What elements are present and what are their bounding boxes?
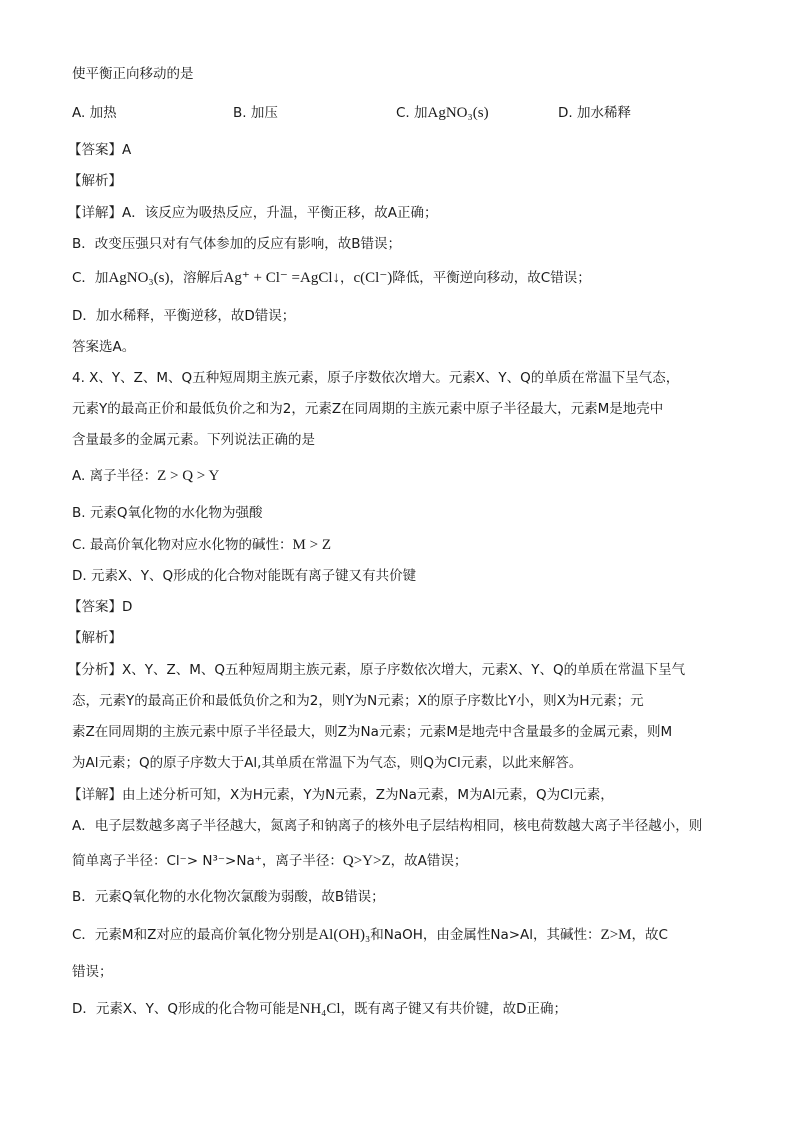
- detail-d: D．加水稀释，平衡逆移，故D错误；: [72, 308, 296, 324]
- q4-detail-c-suffix: 和NaOH，由金属性Na>Al，其碱性：: [370, 927, 601, 943]
- q4-detail-b: B．元素Q氧化物的水化物次氯酸为弱酸，故B错误；: [72, 889, 385, 905]
- q4-analysis-line-3: 素Z在同周期的主族元素中原子半径最大，则Z为Na元素；元素M是地壳中含量最多的金属元素，则M: [72, 724, 673, 740]
- q4-option-a-formula: Z > Q > Y: [157, 468, 220, 484]
- q4-detail-c-formula-2: Z>M: [600, 927, 632, 943]
- q4-analysis-line-1: 【分析】X、Y、Z、M、Q五种短周期主族元素，原子序数依次增大，元素X、Y、Q的单质在常温下呈气: [68, 662, 686, 678]
- option-c-label: C. 加: [396, 105, 428, 121]
- answer-line: [68, 140, 131, 160]
- option-c: [396, 103, 489, 123]
- q4-stem-line-3: 含量最多的金属元素。下列说法正确的是: [72, 432, 315, 448]
- q4-detail-d-suffix: ，既有离子键又有共价键，故D正确；: [340, 1001, 567, 1017]
- detail-c: [72, 268, 591, 288]
- q4-detail-intro: 【详解】由上述分析可知，X为H元素，Y为N元素，Z为Na元素，M为Al元素，Q为Cl元素，: [68, 787, 614, 803]
- question-stem-tail: 使平衡正向移动的是: [72, 66, 194, 82]
- q4-stem-line-1: 4. X、Y、Z、M、Q五种短周期主族元素，原子序数依次增大。元素X、Y、Q的单质在常温下呈气态，: [72, 370, 680, 386]
- q4-option-c: [72, 535, 331, 555]
- q4-detail-a-formula: Q>Y>Z: [342, 853, 391, 869]
- detail-c-mid: ，溶解后: [169, 270, 224, 286]
- answer-tag: 【答案】: [68, 142, 122, 158]
- detail-a: 【详解】A．该反应为吸热反应，升温，平衡正移，故A正确；: [68, 205, 438, 221]
- q4-detail-c-suffix-2: ，故C: [631, 927, 668, 943]
- q4-answer-line: [68, 597, 132, 617]
- detail-c-suffix: 降低，平衡逆向移动，故C错误；: [392, 270, 591, 286]
- q4-option-c-formula: M > Z: [292, 537, 331, 553]
- q4-option-a: [72, 466, 219, 486]
- q4-detail-d: [72, 999, 567, 1019]
- q4-option-d: D. 元素X、Y、Q形成的化合物对能既有离子键又有共价键: [72, 568, 417, 584]
- detail-c-formula-2: Ag⁺ + Cl⁻ =AgCl↓: [223, 270, 341, 286]
- q4-detail-c-formula: Al(OH)₃: [318, 927, 371, 943]
- q4-stem-line-2: 元素Y的最高正价和最低负价之和为2，元素Z在同周期的主族元素中原子半径最大，元素M是地壳中: [72, 401, 664, 417]
- analysis-tag: 【解析】: [68, 173, 122, 189]
- detail-c-formula-3: c(Cl⁻): [353, 270, 393, 286]
- detail-b: B．改变压强只对有气体参加的反应有影响，故B错误；: [72, 236, 402, 252]
- detail-c-formula-1: AgNO₃(s): [108, 270, 170, 286]
- q4-detail-d-prefix: D．元素X、Y、Q形成的化合物可能是: [72, 1001, 300, 1017]
- answer-value: A: [122, 142, 132, 158]
- q4-detail-a-prefix: 简单离子半径：Cl⁻> N³⁻>Na⁺，离子半径：: [72, 853, 343, 869]
- q4-analysis-line-2: 态，元素Y的最高正价和最低负价之和为2，则Y为N元素；X的原子序数比Y小，则X为H元素；元: [72, 693, 644, 709]
- q4-detail-c-line-2: 错误；: [72, 964, 113, 980]
- q4-option-b: B. 元素Q氧化物的水化物为强酸: [72, 505, 263, 521]
- q4-answer-tag: 【答案】: [68, 599, 122, 615]
- q4-detail-c-line-1: [72, 925, 668, 945]
- q4-detail-c-prefix: C．元素M和Z对应的最高价氧化物分别是: [72, 927, 319, 943]
- option-d: D. 加水稀释: [558, 105, 631, 121]
- q4-detail-a-line-2: [72, 851, 467, 871]
- q4-answer-value: D: [122, 599, 133, 615]
- q4-detail-d-formula: NH₄Cl: [299, 1001, 341, 1017]
- option-a: A. 加热: [72, 105, 117, 121]
- detail-c-sep: ，: [340, 270, 354, 286]
- answer-choice: 答案选A。: [72, 339, 136, 355]
- q4-detail-a-suffix: ，故A错误；: [390, 853, 468, 869]
- option-b: B. 加压: [233, 105, 278, 121]
- detail-c-prefix: C．加: [72, 270, 109, 286]
- q4-analysis-tag: 【解析】: [68, 630, 122, 646]
- q4-option-a-label: A. 离子半径：: [72, 468, 158, 484]
- q4-analysis-line-4: 为Al元素；Q的原子序数大于Al,其单质在常温下为气态，则Q为Cl元素，以此来解答。: [72, 755, 583, 771]
- option-c-formula: AgNO₃(s): [427, 105, 489, 121]
- q4-option-c-label: C. 最高价氧化物对应水化物的碱性：: [72, 537, 293, 553]
- q4-detail-a-line-1: A．电子层数越多离子半径越大，氮离子和钠离子的核外电子层结构相同，核电荷数越大离子半径越小，则: [72, 818, 703, 834]
